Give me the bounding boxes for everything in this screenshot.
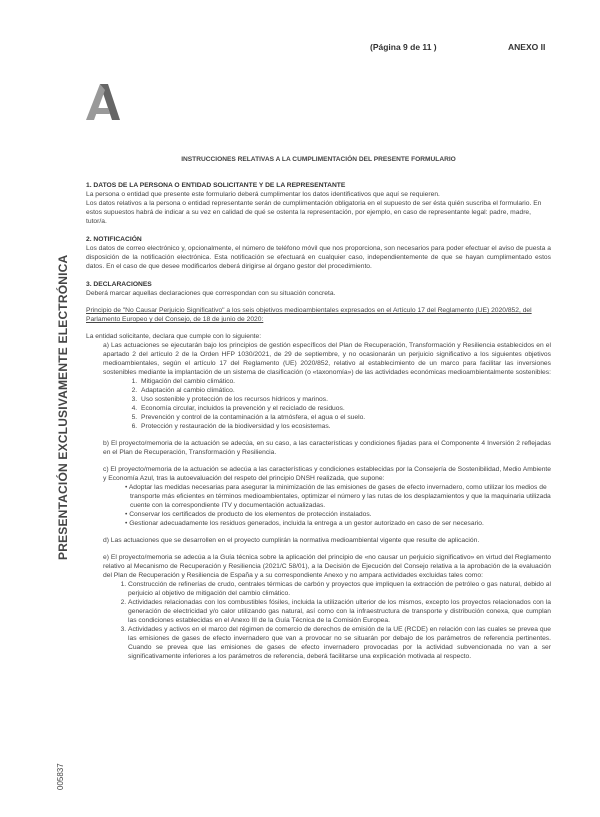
list-item: 6. Protección y restauración de la biodiversidad y los ecosistemas. (139, 422, 551, 431)
junta-logo-icon (86, 84, 120, 120)
section-3-intro: Deberá marcar aquellas declaraciones que correspondan con su situación concreta. (86, 290, 336, 297)
list-item: • Gestionar adecuadamente los residuos generados, incluida la entrega a un gestor autorizado en caso de ser necesario. (130, 519, 551, 528)
list-item: 4. Economía circular, incluidos la prevención y el reciclado de residuos. (139, 404, 551, 413)
document-title: INSTRUCCIONES RELATIVAS A LA CUMPLIMENTACIÓN DEL PRESENTE FORMULARIO (181, 156, 456, 163)
list-item: 2. Actividades relacionadas con los combustibles fósiles, incluida la utilización ulterior de los mismos, excepto los proyectos relacionados con la generación de electricidad y/o calor utilizando gas natural, así como con la infraestructura de transporte y distribución conexa, que cumplan las condiciones establecidas en el Anexo III de la Guía Técnica de la Comisión Europea. (128, 598, 551, 625)
declaration-intro: La entidad solicitante, declara que cumple con lo siguiente: (86, 333, 262, 340)
measures-list (86, 483, 551, 528)
list-item: • Conservar los certificados de producto de los elementos de protección instalados. (130, 510, 551, 519)
declaration-d: d) Las actuaciones que se desarrollen en el proyecto cumplirán la normativa medioambiental vigente que resulte de aplicación. (103, 537, 480, 544)
list-item: 2. Adaptación al cambio climático. (139, 386, 551, 395)
section-2-paragraph: Los datos de correo electrónico y, opcionalmente, el número de teléfono móvil que nos proporciona, son necesarios para poder efectuar el aviso de puesta a disposición de la notificación electrónica. Esta notificación se efectuará en cualquier caso, independientemente de que se hayan cumplimentado estos datos. En el caso de que desee modificarlos deberá dirigirse al órgano gestor del procedimiento. (86, 245, 551, 270)
electronic-submission-banner: PRESENTACIÓN EXCLUSIVAMENTE ELECTRÓNICA (56, 254, 70, 560)
form-code: 005837 (56, 763, 65, 790)
page-number-label: (Página 9 de 11 ) (370, 42, 437, 52)
list-item: • Adoptar las medidas necesarias para asegurar la minimización de las emisiones de gases de efecto invernadero, como utilizar los medios de transporte más eficientes en términos medioambientales, optimizar el número y las rutas de los desplazamientos y que la maquinaria utilizada cuente con la correspondiente ITV y documentación actualizadas. (130, 483, 551, 510)
instructions-body (86, 155, 551, 661)
section-2-heading: 2. NOTIFICACIÓN (86, 236, 142, 243)
list-item: 1. Construcción de refinerías de crudo, centrales térmicas de carbón y proyectos que impliquen la extracción de petróleo o gas natural, debido al perjuicio al objetivo de mitigación del cambio climático. (128, 580, 551, 598)
section-1-paragraph: La persona o entidad que presente este formulario deberá cumplimentar los datos identificativos que aquí se requieren. (86, 191, 440, 198)
section-1-paragraph: Los datos relativos a la persona o entidad representante serán de cumplimentación obligatoria en el supuesto de ser ésta quién suscriba el formulario. En estos supuestos habrá de indicar a su vez en calidad de qué se ostenta la representación, por ejemplo, en caso de representante legal: padre, madre, tutor/a. (86, 200, 542, 225)
annex-label: ANEXO II (508, 42, 546, 52)
declaration-a: a) Las actuaciones se ejecutarán bajo los principios de gestión específicos del Plan de Recuperación, Transformación y Resiliencia establecidos en el apartado 2 del artículo 2 de la Orden HFP 1030/2021, de 29 de septiembre, y no ocasionarán un perjuicio significativo a los siguientes objetivos medioambientales, según el artículo 17 del Reglamento (UE) 2020/852, relativo al establecimiento de un marco para facilitar las inversiones sostenibles mediante la implantación de un sistema de clasificación (o «taxonomía») de las actividades económicas medioambientalmente sostenibles: (103, 342, 551, 376)
list-item: 5. Prevención y control de la contaminación a la atmósfera, el agua o el suelo. (139, 413, 551, 422)
declaration-e: e) El proyecto/memoria se adecúa a la Guía técnica sobre la aplicación del principio de «no causar un perjuicio significativo» en virtud del Reglamento relativo al Mecanismo de Recuperación y Resiliencia (2021/C 58/01), a la Decisión de Ejecución del Consejo relativa a la aprobación de la evaluación del Plan de Recuperación y Resiliencia de España y a su correspondiente Anexo y no ampara actividades excluidas tales como: (103, 554, 551, 579)
objectives-list (86, 377, 551, 431)
list-item: 3. Actividades y activos en el marco del régimen de comercio de derechos de emisión de la UE (RCDE) en relación con las cuales se prevea que las emisiones de gases de efecto invernadero que van a provocar no se situarán por debajo de los parámetros de referencia pertinentes. Cuando se prevea que las emisiones de gases de efecto invernadero provocadas por la actividad subvencionada no van a ser significativamente inferiores a los parámetros de referencia, deberá facilitarse una explicación motivada al respecto. (128, 625, 551, 661)
declaration-b: b) El proyecto/memoria de la actuación se adecúa, en su caso, a las características y condiciones fijadas para el Componente 4 Inversión 2 reflejadas en el Plan de Recuperación, Transformación y Resiliencia. (103, 440, 551, 456)
dnsh-principle: Principio de "No Causar Perjuicio Significativo" a los seis objetivos medioambientales expresados en el Artículo 17 del Reglamento (UE) 2020/852, del Parlamento Europeo y del Consejo, de 18 de junio de 2020: (86, 307, 532, 323)
declaration-c: c) El proyecto/memoria de la actuación se adecúa a las características y condiciones establecidas por la Consejería de Sostenibilidad, Medio Ambiente y Economía Azul, tras la autoevaluación del respeto del principio DNSH realizada, que supone: (103, 466, 551, 482)
list-item: 3. Uso sostenible y protección de los recursos hídricos y marinos. (139, 395, 551, 404)
list-item: 1. Mitigación del cambio climático. (139, 377, 551, 386)
section-3-heading: 3. DECLARACIONES (86, 281, 152, 288)
excluded-activities-list (86, 580, 551, 661)
section-1-heading: 1. DATOS DE LA PERSONA O ENTIDAD SOLICITANTE Y DE LA REPRESENTANTE (86, 182, 346, 189)
